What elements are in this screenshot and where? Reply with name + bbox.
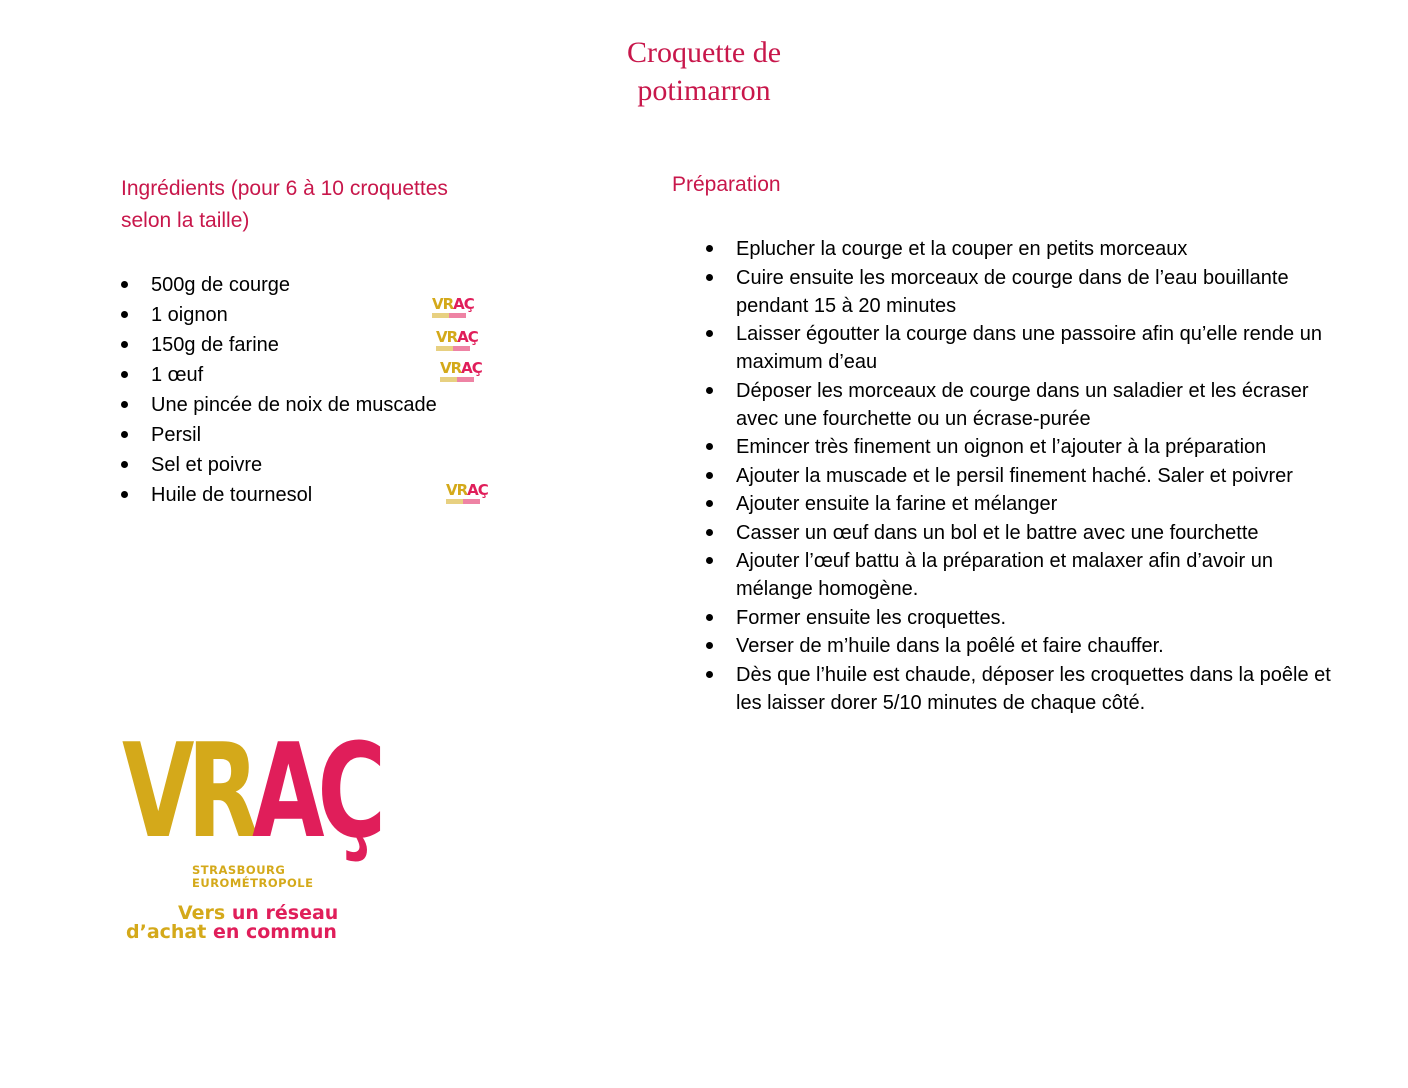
ingredient-item: Huile de tournesol: [121, 480, 481, 510]
recipe-title-line2: potimarron: [637, 74, 771, 107]
preparation-step: Former ensuite les croquettes.: [706, 604, 1336, 632]
ingredient-item: Persil: [121, 420, 481, 450]
mini-logo-icon: VRAÇ: [436, 329, 476, 353]
preparation-step: Laisser égoutter la courge dans une passoire afin qu’elle rende un maximum d’eau: [706, 320, 1336, 376]
preparation-step: Ajouter l’œuf battu à la préparation et malaxer afin d’avoir un mélange homogène.: [706, 547, 1336, 603]
ingredient-item: 1 oignon: [121, 300, 481, 330]
mini-logo-icon: VRAÇ: [446, 482, 486, 506]
preparation-step: Casser un œuf dans un bol et le battre avec une fourchette: [706, 519, 1336, 547]
ingredient-item: 500g de courge: [121, 270, 481, 300]
ingredients-list: [121, 270, 481, 510]
recipe-title-line1: Croquette de: [626, 36, 782, 69]
logo-tagline-2b: en commun: [212, 921, 337, 943]
recipe-title: [504, 34, 904, 110]
preparation-step: Eplucher la courge et la couper en petits morceaux: [706, 235, 1336, 263]
logo-city: [192, 864, 314, 890]
ingredients-heading: Ingrédients (pour 6 à 10 croquettes selon la taille): [121, 177, 448, 232]
preparation-list: [706, 235, 1336, 717]
mini-logo-icon: VRAÇ: [440, 360, 480, 384]
logo-word-part2: AÇ: [252, 715, 379, 867]
preparation-step: Ajouter la muscade et le persil finement haché. Saler et poivrer: [706, 462, 1336, 490]
ingredient-item: Sel et poivre: [121, 450, 481, 480]
ingredient-item: 1 œuf: [121, 360, 481, 390]
logo-tagline-2a: d’achat: [126, 921, 213, 943]
logo-tagline-1b: un réseau: [231, 902, 339, 924]
preparation-step: Cuire ensuite les morceaux de courge dans de l’eau bouillante pendant 15 à 20 minutes: [706, 264, 1336, 320]
preparation-step: Déposer les morceaux de courge dans un saladier et les écraser avec une fourchette ou un écrase-purée: [706, 377, 1336, 433]
ingredient-item: 150g de farine: [121, 330, 481, 360]
logo-tagline-1a: Vers: [178, 902, 232, 924]
logo-tagline: [126, 904, 338, 942]
logo-city-line2: EUROMÉTROPOLE: [192, 876, 314, 890]
logo-wordmark: [122, 715, 379, 867]
mini-logo-icon: VRAÇ: [432, 296, 472, 320]
preparation-step: Dès que l’huile est chaude, déposer les croquettes dans la poêle et les laisser dorer 5/10 minutes de chaque côté.: [706, 661, 1336, 717]
logo-word-part1: VR: [122, 715, 253, 867]
vrac-logo: [122, 715, 379, 946]
preparation-step: Ajouter ensuite la farine et mélanger: [706, 490, 1336, 518]
preparation-step: Verser de m’huile dans la poêlé et faire chauffer.: [706, 632, 1336, 660]
preparation-step: Emincer très finement un oignon et l’ajouter à la préparation: [706, 433, 1336, 461]
preparation-heading: Préparation: [672, 173, 781, 196]
logo-city-line1: STRASBOURG: [192, 863, 286, 877]
ingredient-item: Une pincée de noix de muscade: [121, 390, 481, 420]
